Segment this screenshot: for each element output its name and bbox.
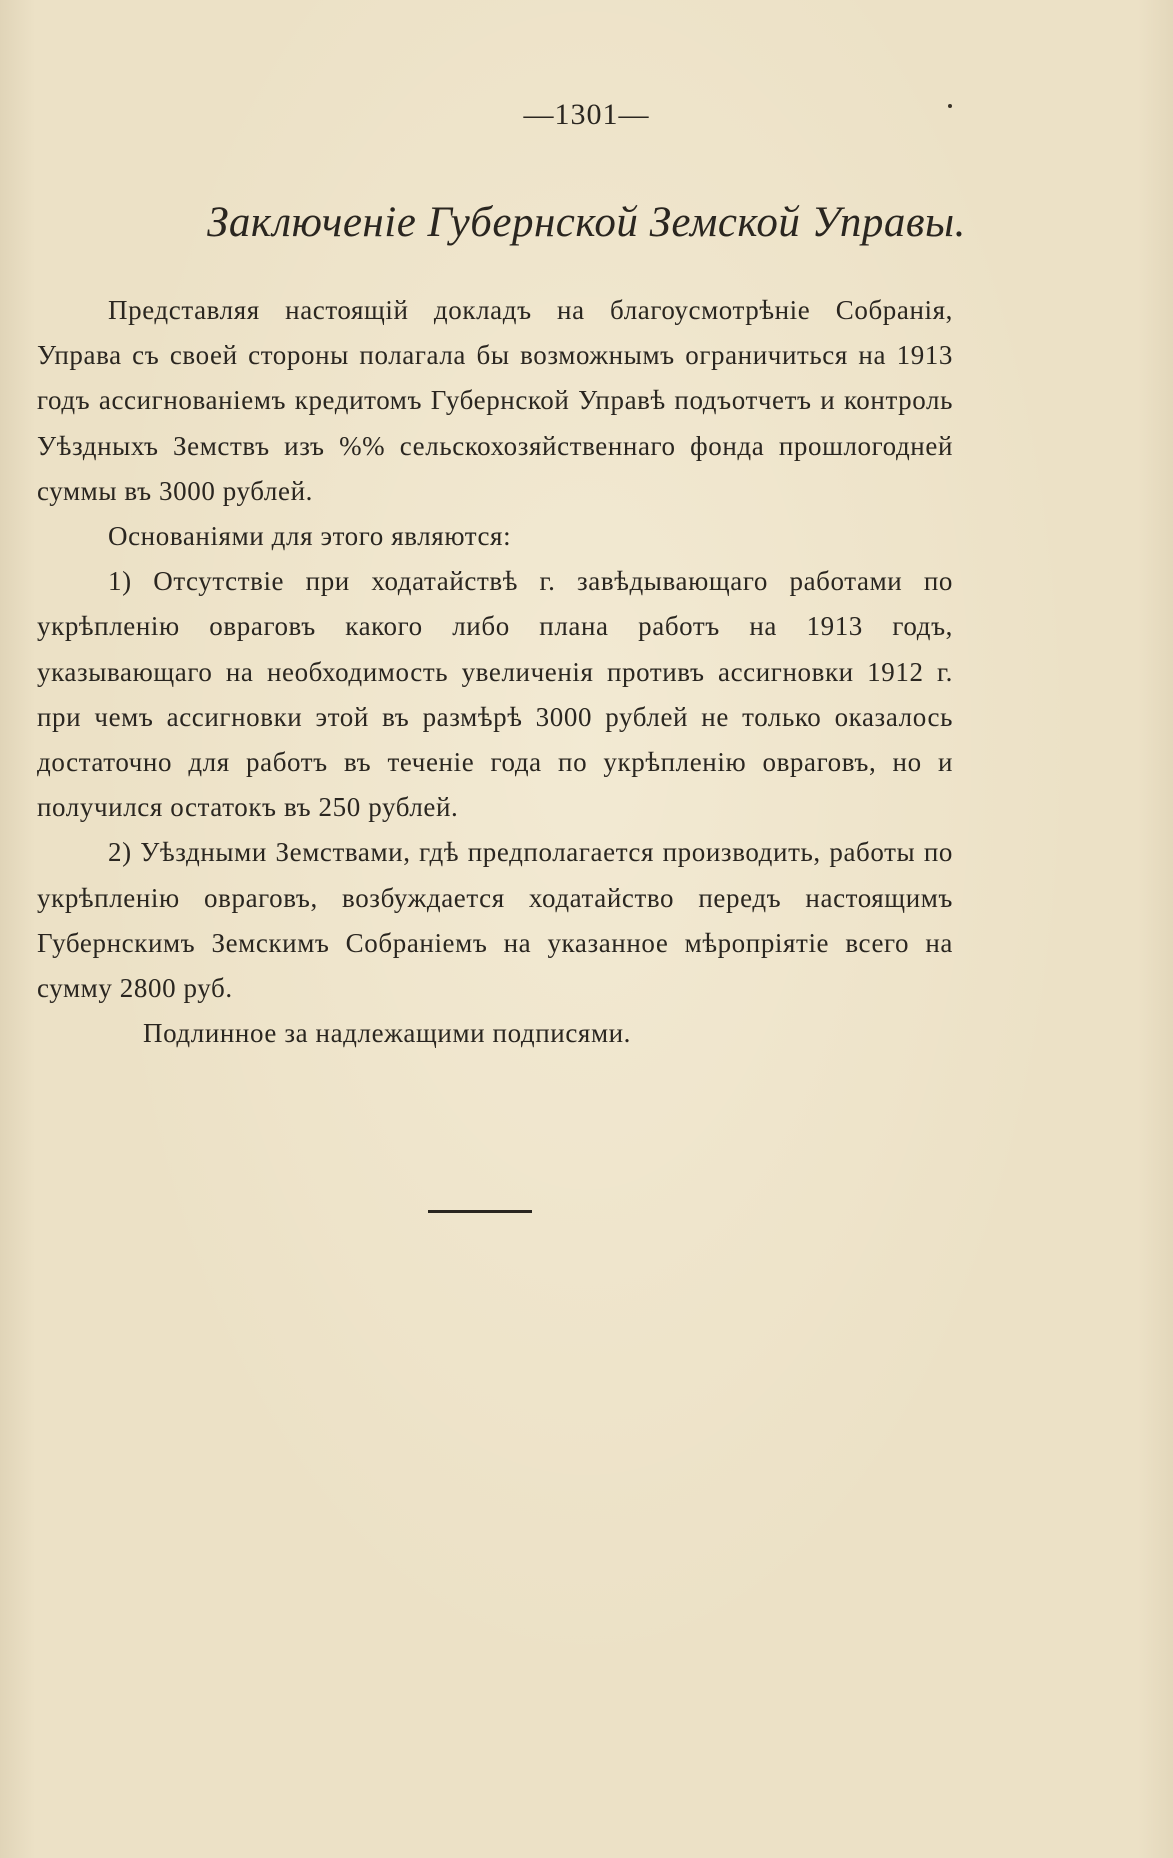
signature-line: Подлинное за надлежащими подписями. bbox=[143, 1018, 632, 1049]
paragraph-intro: Представляя настоящій докладъ на благоусмотрѣніе Собранія, Управа съ своей стороны полагала бы возможнымъ ограничиться на 1913 годъ ассигнованіемъ кредитомъ Губернской Управѣ подъотчетъ и контроль Уѣздныхъ Земствъ изъ %% сельскохозяйственнаго фонда прошлогодней суммы въ 3000 рублей. bbox=[37, 295, 953, 506]
body-text bbox=[37, 288, 953, 1056]
section-heading: Заключеніе Губернской Земской Управы. bbox=[207, 199, 966, 246]
paragraph-point-1: 1) Отсутствіе при ходатайствѣ г. завѣдывающаго работами по укрѣпленію овраговъ какого либо плана работъ на 1913 годъ, указывающаго на необходимость увеличенія противъ ассигновки 1912 г. при чемъ ассигновки этой въ размѣрѣ 3000 рублей не только оказалось достаточно для работъ въ теченіе года по укрѣпленію овраговъ, но и получился остатокъ въ 250 рублей. bbox=[37, 566, 953, 823]
paragraph-grounds: Основаніями для этого являются: bbox=[108, 521, 512, 552]
page-number: —1301— bbox=[523, 98, 650, 131]
paragraph-point-2: 2) Уѣздными Земствами, гдѣ предполагается производить, работы по укрѣпленію овраговъ, возбуждается ходатайство передъ настоящимъ Губернскимъ Земскимъ Собраніемъ на указанное мѣропріятіе всего на сумму 2800 руб. bbox=[37, 837, 953, 1004]
print-speck bbox=[948, 104, 952, 108]
closing-rule bbox=[428, 1210, 532, 1213]
